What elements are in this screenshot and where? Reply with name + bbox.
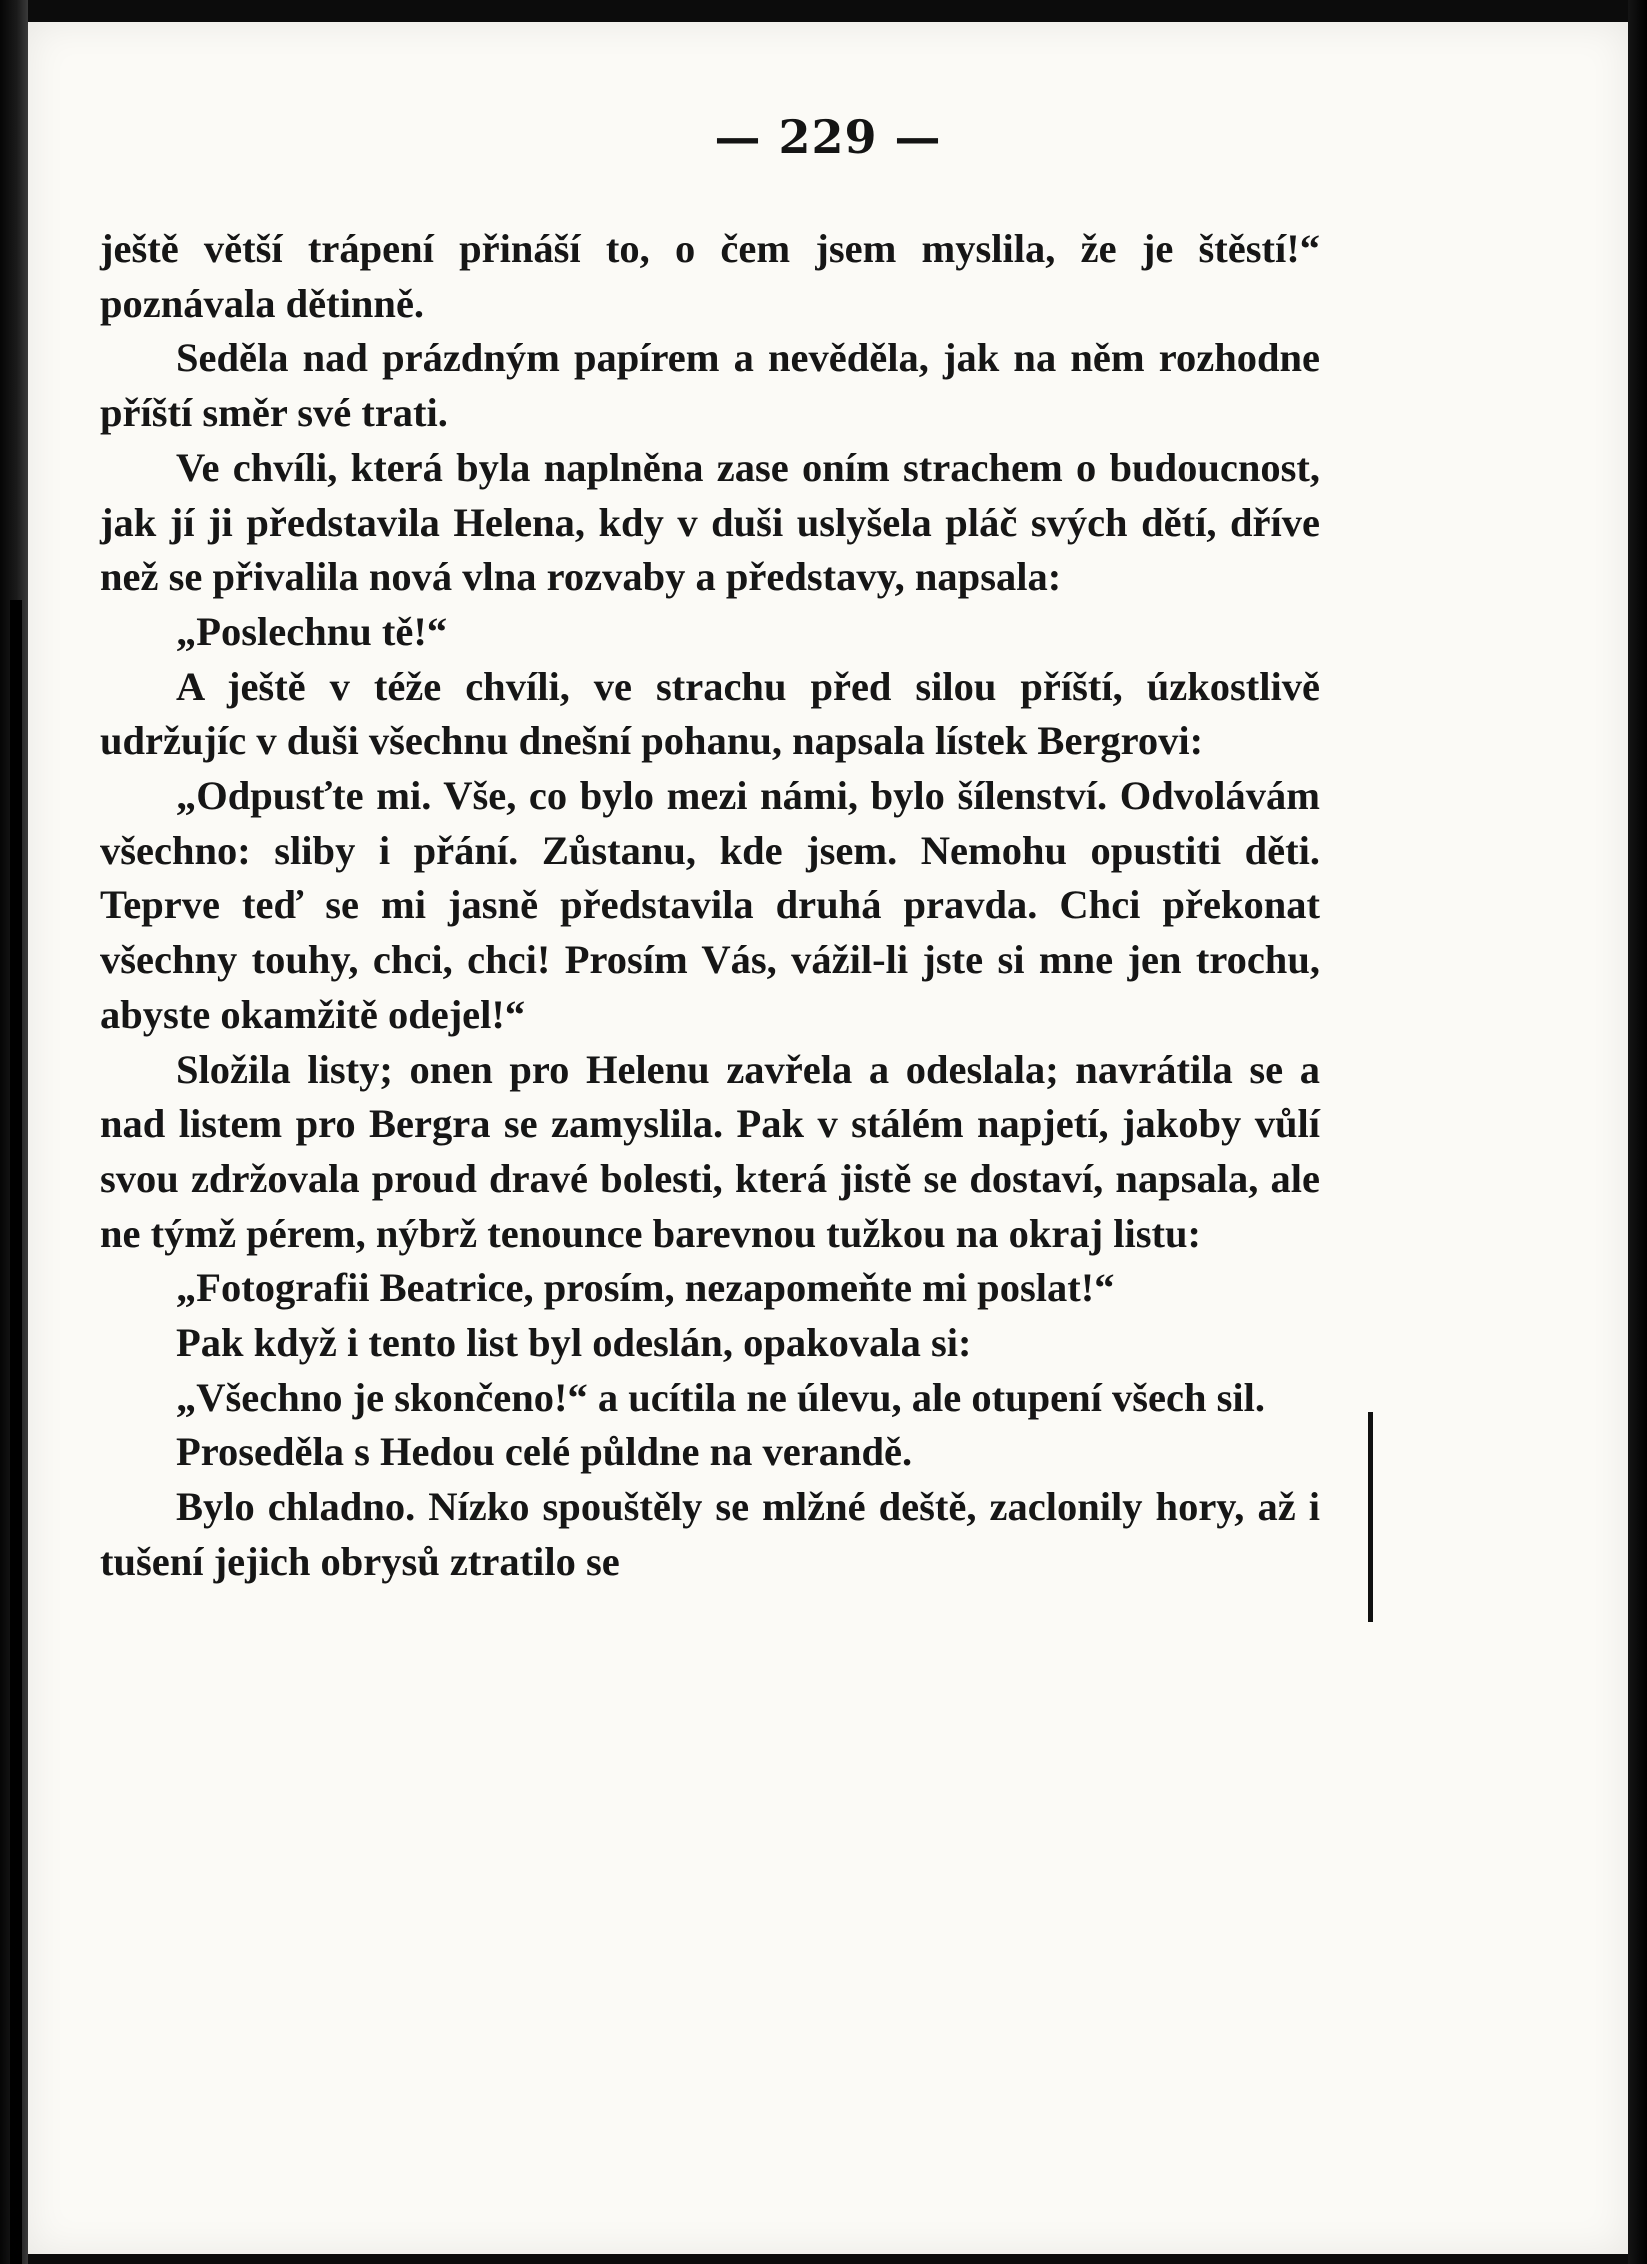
- page-number: — 229 —: [714, 110, 942, 164]
- paragraph: Seděla nad prázdným papírem a nevěděla, jak na něm rozhodne příští směr své trati.: [100, 335, 1320, 436]
- paragraph: ještě větší trápení přináší to, o čem jsem myslila, že je štěstí!“ poznávala dětinně.: [100, 226, 1320, 326]
- body-text: [100, 222, 1320, 1590]
- paragraph: Ve chvíli, která byla naplněna zase oním strachem o budoucnost, jak jí ji představila Helena, kdy v duši uslyšela pláč svých dětí, dříve než se přivalila nová vlna rozvaby a představy, napsala:: [100, 444, 1320, 600]
- paragraph: Bylo chladno. Nízko spouštěly se mlžné deště, zaclonily hory, až i tušení jejich obrysů ztratilo se: [100, 1484, 1320, 1584]
- scan-edge-bar: [10, 600, 22, 2264]
- margin-line: [1368, 1412, 1373, 1622]
- paragraph: Pak když i tento list byl odeslán, opakovala si:: [176, 1320, 972, 1366]
- paragraph: Proseděla s Hedou celé půldne na verandě.: [176, 1429, 913, 1475]
- paragraph: „Fotografii Beatrice, prosím, nezapomeňte mi poslat!“: [176, 1265, 1115, 1311]
- paragraph: „Všechno je skončeno!“ a ucítila ne úlevu, ale otupení všech sil.: [176, 1374, 1266, 1420]
- scan-edge-left: [0, 0, 28, 2264]
- scan-edge-right: [1628, 0, 1647, 2264]
- paragraph: Složila listy; onen pro Helenu zavřela a odeslala; navrátila se a nad listem pro Bergra se zamyslila. Pak v stálém napjetí, jakoby vůlí svou zdržovala proud dravé bolesti, která jistě se dostaví, napsala, ale ne týmž pérem, nýbrž tenounce barevnou tužkou na okraj listu:: [100, 1046, 1320, 1256]
- paragraph: „Odpusťte mi. Vše, co bylo mezi námi, bylo šílenství. Odvolávám všechno: sliby i přání. Zůstanu, kde jsem. Nemohu opustiti děti. Teprve teď se mi jasně představila druhá pravda. Chci překonat všechny touhy, chci, chci! Prosím Vás, vážil-li jste si mne jen trochu, abyste okamžitě odejel!“: [100, 773, 1320, 1037]
- paragraph: A ještě v téže chvíli, ve strachu před silou příští, úzkostlivě udržujíc v duši všechnu dnešní pohanu, napsala lístek Bergrovi:: [100, 663, 1320, 764]
- paragraph: „Poslechnu tě!“: [176, 608, 448, 654]
- book-page: [28, 22, 1628, 2254]
